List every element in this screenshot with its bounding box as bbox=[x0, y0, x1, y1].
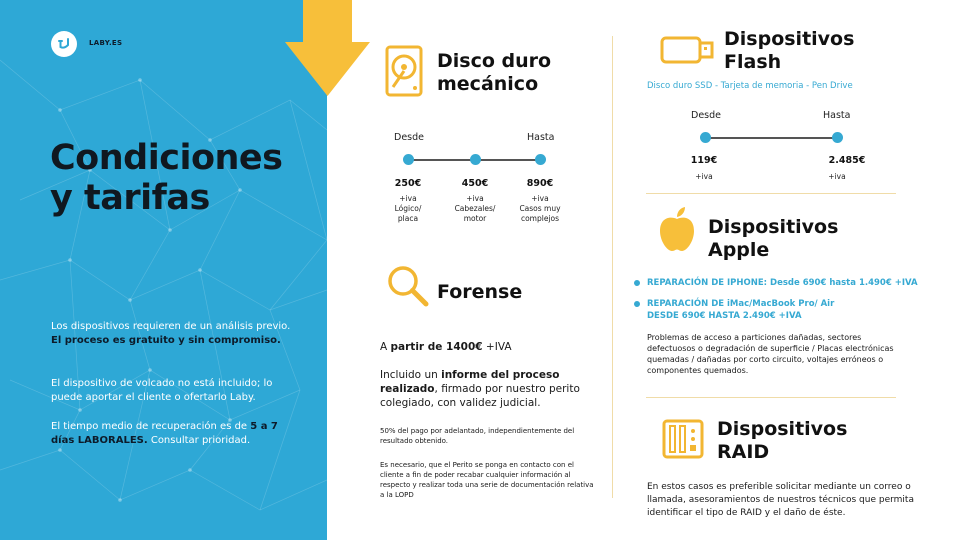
raid-title: Dispositivos RAID bbox=[717, 418, 848, 463]
left-panel bbox=[0, 0, 327, 540]
flash-divider bbox=[646, 193, 896, 194]
hdd-timeline-dot bbox=[535, 154, 546, 165]
hdd-price-note: +iva Lógico/ placa bbox=[394, 194, 422, 223]
flash-price: 2.485€ bbox=[828, 155, 866, 166]
imac-repair-price: REPARACIÓN DE iMac/MacBook Pro/ Air DESDE 690€ HASTA 2.490€ +IVA bbox=[647, 299, 835, 321]
hdd-price-note: +iva Casos muy complejos bbox=[519, 194, 561, 223]
forense-title: Forense bbox=[437, 281, 523, 303]
raid-description: En estos casos es preferible solicitar mediante un correo o llamada, asesoramientos de nuestros técnicos que permita identificar el tipo de RAID y el daño de éste. bbox=[647, 482, 914, 518]
magnifier-icon bbox=[386, 264, 430, 308]
flash-price: 119€ bbox=[690, 155, 718, 166]
laby-logo-icon[interactable] bbox=[51, 31, 77, 57]
apple-description: Problemas de acceso a particiones dañadas, sectores defectuosos o degradación de superficie / Placas electrónicas quemadas / dañadas por corto circuito, voltajes erróneos o componentes quemados. bbox=[647, 333, 894, 375]
forense-price: A partir de 1400€ +IVA bbox=[380, 341, 512, 353]
flash-from-label: Desde bbox=[691, 110, 721, 121]
flash-to-label: Hasta bbox=[823, 110, 851, 121]
page-title bbox=[50, 138, 320, 218]
flash-price-note: +iva bbox=[828, 172, 846, 181]
hdd-price: 250€ bbox=[394, 178, 422, 189]
analysis-paragraph: Los dispositivos requieren de un análisis previo. El proceso es gratuito y sin compromiso. bbox=[51, 321, 291, 346]
forense-note-payment: 50% del pago por adelantado, independientemente del resultado obtenido. bbox=[380, 427, 575, 445]
forense-report: Incluido un informe del proceso realizado, firmado por nuestro perito colegiado, con validez judicial. bbox=[380, 369, 580, 409]
apple-icon bbox=[658, 206, 696, 252]
column-divider bbox=[612, 36, 613, 498]
page-title-line1: Condiciones bbox=[50, 138, 283, 178]
apple-title: Dispositivos Apple bbox=[708, 216, 839, 261]
hdd-from-label: Desde bbox=[394, 132, 424, 143]
flash-price-note: +iva bbox=[695, 172, 713, 181]
flash-timeline-dot bbox=[832, 132, 843, 143]
recovery-time-paragraph: El tiempo medio de recuperación es de 5 a 7 días LABORALES. Consultar prioridad. bbox=[51, 421, 278, 446]
bullet-dot bbox=[634, 280, 640, 286]
device-paragraph: El dispositivo de volcado no está incluido; lo puede aportar el cliente o ofertarlo Laby. bbox=[51, 378, 273, 403]
hdd-price: 890€ bbox=[526, 178, 554, 189]
flash-timeline-line bbox=[706, 137, 837, 139]
hard-disk-icon bbox=[385, 45, 423, 97]
hdd-price: 450€ bbox=[461, 178, 489, 189]
hdd-timeline-dot bbox=[403, 154, 414, 165]
hdd-title: Disco duro mecánico bbox=[437, 50, 552, 95]
flash-subtitle: Disco duro SSD - Tarjeta de memoria - Pen Drive bbox=[647, 81, 853, 91]
flash-title: Dispositivos Flash bbox=[724, 28, 855, 73]
hdd-timeline-dot bbox=[470, 154, 481, 165]
page-title-line2: y tarifas bbox=[50, 178, 210, 218]
apple-divider bbox=[646, 397, 896, 398]
flash-timeline-dot bbox=[700, 132, 711, 143]
hdd-to-label: Hasta bbox=[527, 132, 555, 143]
forense-note-lopd: Es necesario, que el Perito se ponga en contacto con el cliente a fin de poder recabar cualquier información al respecto y realizar toda una serie de documentación relativa a la LOPD bbox=[380, 461, 594, 499]
brand-name[interactable]: LABY.ES bbox=[89, 39, 123, 47]
raid-server-icon bbox=[662, 419, 704, 459]
iphone-repair-price: REPARACIÓN DE IPHONE: Desde 690€ hasta 1.490€ +IVA bbox=[647, 278, 918, 288]
network-pattern bbox=[0, 0, 327, 540]
bullet-dot bbox=[634, 301, 640, 307]
hdd-price-note: +iva Cabezales/ motor bbox=[454, 194, 496, 223]
down-arrow-icon bbox=[285, 0, 370, 96]
usb-flash-icon bbox=[660, 34, 714, 66]
